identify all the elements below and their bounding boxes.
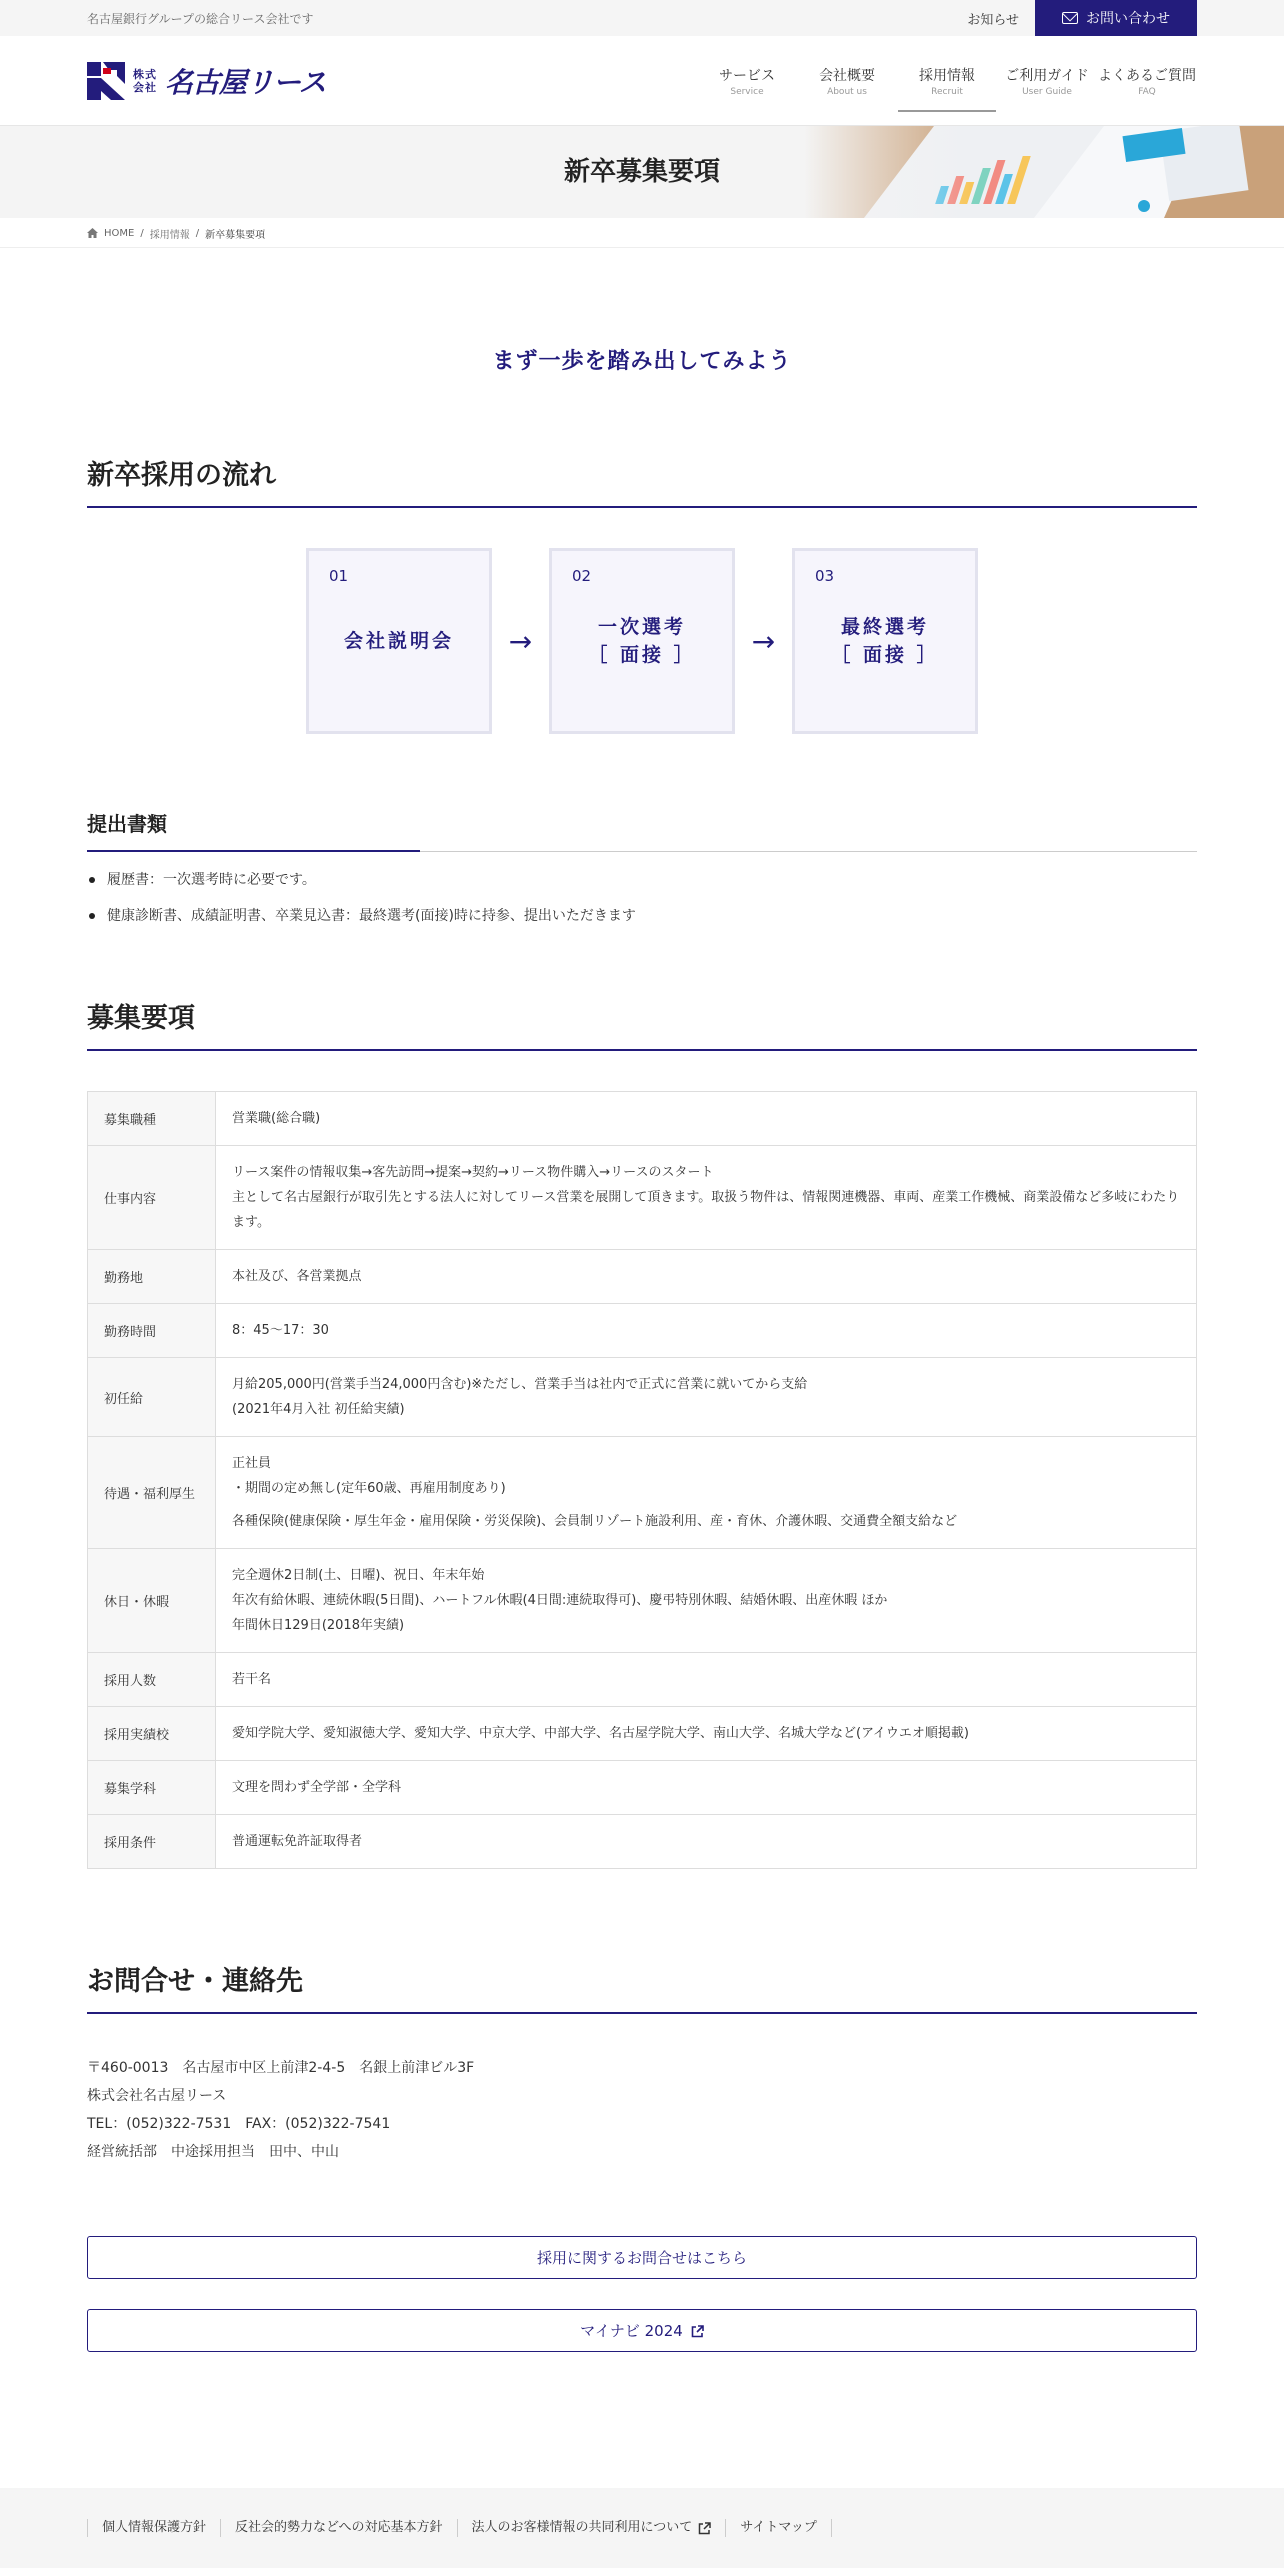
step-subtitle: ［ 面接 ］ bbox=[588, 644, 696, 666]
footer bbox=[0, 2488, 1284, 2568]
row-value: 月給205,000円(営業手当24,000円含む)※ただし、営業手当は社内で正式に営業に就いてから支給 (2021年4月入社 初任給実績) bbox=[216, 1358, 1197, 1437]
row-label: 勤務時間 bbox=[88, 1304, 216, 1358]
contact-heading: お問合せ・連絡先 bbox=[87, 1959, 1197, 2014]
row-value: 完全週休2日制(土、日曜)、祝日、年末年始 年次有給休暇、連続休暇(5日間)、ハートフル休暇(4日間:連続取得可)、慶弔特別休暇、結婚休暇、出産休暇 ほか 年間休日129日(2018年実績) bbox=[216, 1549, 1197, 1653]
lead-text: まず一歩を踏み出してみよう bbox=[492, 349, 792, 374]
nav-item-service[interactable] bbox=[697, 36, 797, 126]
row-label: 初任給 bbox=[88, 1358, 216, 1437]
external-link-icon bbox=[698, 2522, 711, 2535]
nav-label: よくあるご質問 bbox=[1098, 68, 1196, 84]
main-nav bbox=[697, 36, 1197, 126]
table-row bbox=[88, 1653, 1197, 1707]
table-row bbox=[88, 1304, 1197, 1358]
breadcrumb-home[interactable]: HOME bbox=[104, 227, 135, 239]
step-title: 一次選考 bbox=[597, 616, 686, 638]
documents-section bbox=[87, 808, 1197, 926]
flow-heading: 新卒採用の流れ bbox=[87, 453, 1197, 508]
table-row bbox=[88, 1549, 1197, 1653]
logo[interactable] bbox=[87, 61, 326, 101]
flow-step bbox=[549, 548, 735, 734]
header bbox=[0, 36, 1284, 126]
footer-link-privacy[interactable]: 個人情報保護方針 bbox=[87, 2519, 220, 2537]
breadcrumb-current: 新卒募集要項 bbox=[205, 229, 266, 241]
documents-list bbox=[87, 870, 1197, 926]
arrow-right-icon: → bbox=[508, 624, 533, 658]
table-row bbox=[88, 1250, 1197, 1304]
nav-sublabel: Recruit bbox=[931, 87, 963, 97]
phone-fax: TEL：(052)322-7531 FAX：(052)322-7541 bbox=[87, 2116, 391, 2132]
nav-item-user-guide[interactable] bbox=[997, 36, 1097, 126]
page-title: 新卒募集要項 bbox=[563, 157, 720, 187]
footer-links bbox=[87, 2519, 832, 2537]
step-title: 最終選考 bbox=[840, 616, 929, 638]
contact-person: 経営統括部 中途採用担当 田中、中山 bbox=[87, 2144, 339, 2160]
page-title-banner bbox=[0, 126, 1284, 218]
logo-mark-icon bbox=[87, 62, 125, 100]
row-value: 本社及び、各営業拠点 bbox=[216, 1250, 1197, 1304]
nav-label: 会社概要 bbox=[819, 68, 875, 84]
mynavi-label: マイナビ 2024 bbox=[580, 2322, 683, 2340]
row-label: 採用実績校 bbox=[88, 1707, 216, 1761]
main-content bbox=[87, 344, 1197, 2352]
requirements-heading: 募集要項 bbox=[87, 996, 1197, 1051]
step-number: 03 bbox=[815, 567, 835, 585]
breadcrumb-separator: / bbox=[140, 227, 144, 239]
row-value: 営業職(総合職) bbox=[216, 1092, 1197, 1146]
row-label: 募集職種 bbox=[88, 1092, 216, 1146]
row-value: 愛知学院大学、愛知淑徳大学、愛知大学、中京大学、中部大学、名古屋学院大学、南山大学、名城大学など(アイウエオ順掲載) bbox=[216, 1707, 1197, 1761]
company-name: 株式会社名古屋リース bbox=[87, 2088, 227, 2104]
footer-link-shared-use[interactable]: 法人のお客様情報の共同利用について bbox=[457, 2519, 726, 2537]
nav-item-faq[interactable] bbox=[1097, 36, 1197, 126]
step-number: 01 bbox=[329, 567, 349, 585]
nav-item-recruit[interactable] bbox=[897, 36, 997, 126]
recruit-flow-section bbox=[87, 453, 1197, 734]
mail-icon bbox=[1062, 12, 1078, 24]
nav-label: ご利用ガイド bbox=[1005, 68, 1089, 84]
breadcrumb-parent[interactable]: 採用情報 bbox=[149, 229, 190, 241]
row-value: 文理を問わず全学部・全学科 bbox=[216, 1761, 1197, 1815]
recruit-inquiry-button[interactable] bbox=[87, 2236, 1197, 2279]
mynavi-button[interactable] bbox=[87, 2309, 1197, 2352]
breadcrumb-separator: / bbox=[195, 227, 200, 239]
row-value: リース案件の情報収集→客先訪問→提案→契約→リース物件購入→リースのスタート 主として名古屋銀行が取引先とする法人に対してリース営業を展開して頂きます。取扱う物件は、情報関連機器、車両、産業工作機械、商業設備など多岐にわたります。 bbox=[216, 1146, 1197, 1250]
tagline: 名古屋銀行グループの総合リース会社です bbox=[87, 11, 314, 26]
nav-sublabel: Service bbox=[730, 87, 764, 97]
contact-button-label: お問い合わせ bbox=[1086, 11, 1170, 27]
table-row bbox=[88, 1707, 1197, 1761]
requirements-section bbox=[87, 996, 1197, 1869]
footer-link-sitemap[interactable]: サイトマップ bbox=[725, 2519, 832, 2537]
top-bar bbox=[0, 0, 1284, 36]
logo-kabushiki: 株式 会社 bbox=[133, 68, 157, 94]
row-value: 正社員 ・期間の定め無し(定年60歳、再雇用制度あり) 各種保険(健康保険・厚生年金・雇用保険・労災保険)、会員制リゾート施設利用、産・育休、介護休暇、交通費全額支給など bbox=[216, 1437, 1197, 1549]
table-row bbox=[88, 1358, 1197, 1437]
footer-link-antisocial[interactable]: 反社会的勢力などへの対応基本方針 bbox=[220, 2519, 456, 2537]
table-row bbox=[88, 1761, 1197, 1815]
row-label: 待遇・福利厚生 bbox=[88, 1437, 216, 1549]
flow-step bbox=[792, 548, 978, 734]
flow-steps bbox=[87, 548, 1197, 734]
logo-name: 名古屋リース bbox=[165, 66, 326, 99]
requirements-table bbox=[87, 1091, 1197, 1869]
nav-sublabel: FAQ bbox=[1138, 87, 1156, 97]
row-label: 採用人数 bbox=[88, 1653, 216, 1707]
table-row bbox=[88, 1815, 1197, 1869]
nav-label: サービス bbox=[719, 68, 775, 84]
row-label: 勤務地 bbox=[88, 1250, 216, 1304]
breadcrumb bbox=[0, 218, 1284, 248]
row-label: 仕事内容 bbox=[88, 1146, 216, 1250]
step-title: 会社説明会 bbox=[343, 630, 454, 652]
nav-sublabel: User Guide bbox=[1022, 87, 1072, 97]
row-label: 休日・休暇 bbox=[88, 1549, 216, 1653]
nav-sublabel: About us bbox=[827, 87, 867, 97]
nav-item-about[interactable] bbox=[797, 36, 897, 126]
home-icon bbox=[87, 228, 98, 238]
recruit-inquiry-label: 採用に関するお問合せはこちら bbox=[536, 2249, 747, 2267]
table-row bbox=[88, 1146, 1197, 1250]
list-item: 履歴書：一次選考時に必要です。 bbox=[87, 870, 1197, 890]
row-value: 8：45〜17：30 bbox=[216, 1304, 1197, 1358]
contact-address bbox=[87, 2054, 1197, 2166]
nav-label: 採用情報 bbox=[919, 68, 975, 84]
row-value: 若干名 bbox=[216, 1653, 1197, 1707]
row-value: 普通運転免許証取得者 bbox=[216, 1815, 1197, 1869]
contact-button[interactable] bbox=[1035, 0, 1197, 36]
table-row bbox=[88, 1437, 1197, 1549]
external-link-icon bbox=[691, 2324, 704, 2337]
step-subtitle: ［ 面接 ］ bbox=[831, 644, 939, 666]
row-label: 募集学科 bbox=[88, 1761, 216, 1815]
address-line: 〒460-0013 名古屋市中区上前津2-4-5 名銀上前津ビル3F bbox=[87, 2060, 475, 2076]
news-link[interactable]: お知らせ bbox=[967, 12, 1019, 28]
row-label: 採用条件 bbox=[88, 1815, 216, 1869]
contact-section bbox=[87, 1959, 1197, 2352]
arrow-right-icon: → bbox=[751, 624, 776, 658]
flow-step bbox=[306, 548, 492, 734]
list-item: 健康診断書、成績証明書、卒業見込書：最終選考(面接)時に持参、提出いただきます bbox=[87, 906, 1197, 926]
table-row bbox=[88, 1092, 1197, 1146]
documents-heading: 提出書類 bbox=[87, 808, 1197, 852]
step-number: 02 bbox=[572, 567, 592, 585]
